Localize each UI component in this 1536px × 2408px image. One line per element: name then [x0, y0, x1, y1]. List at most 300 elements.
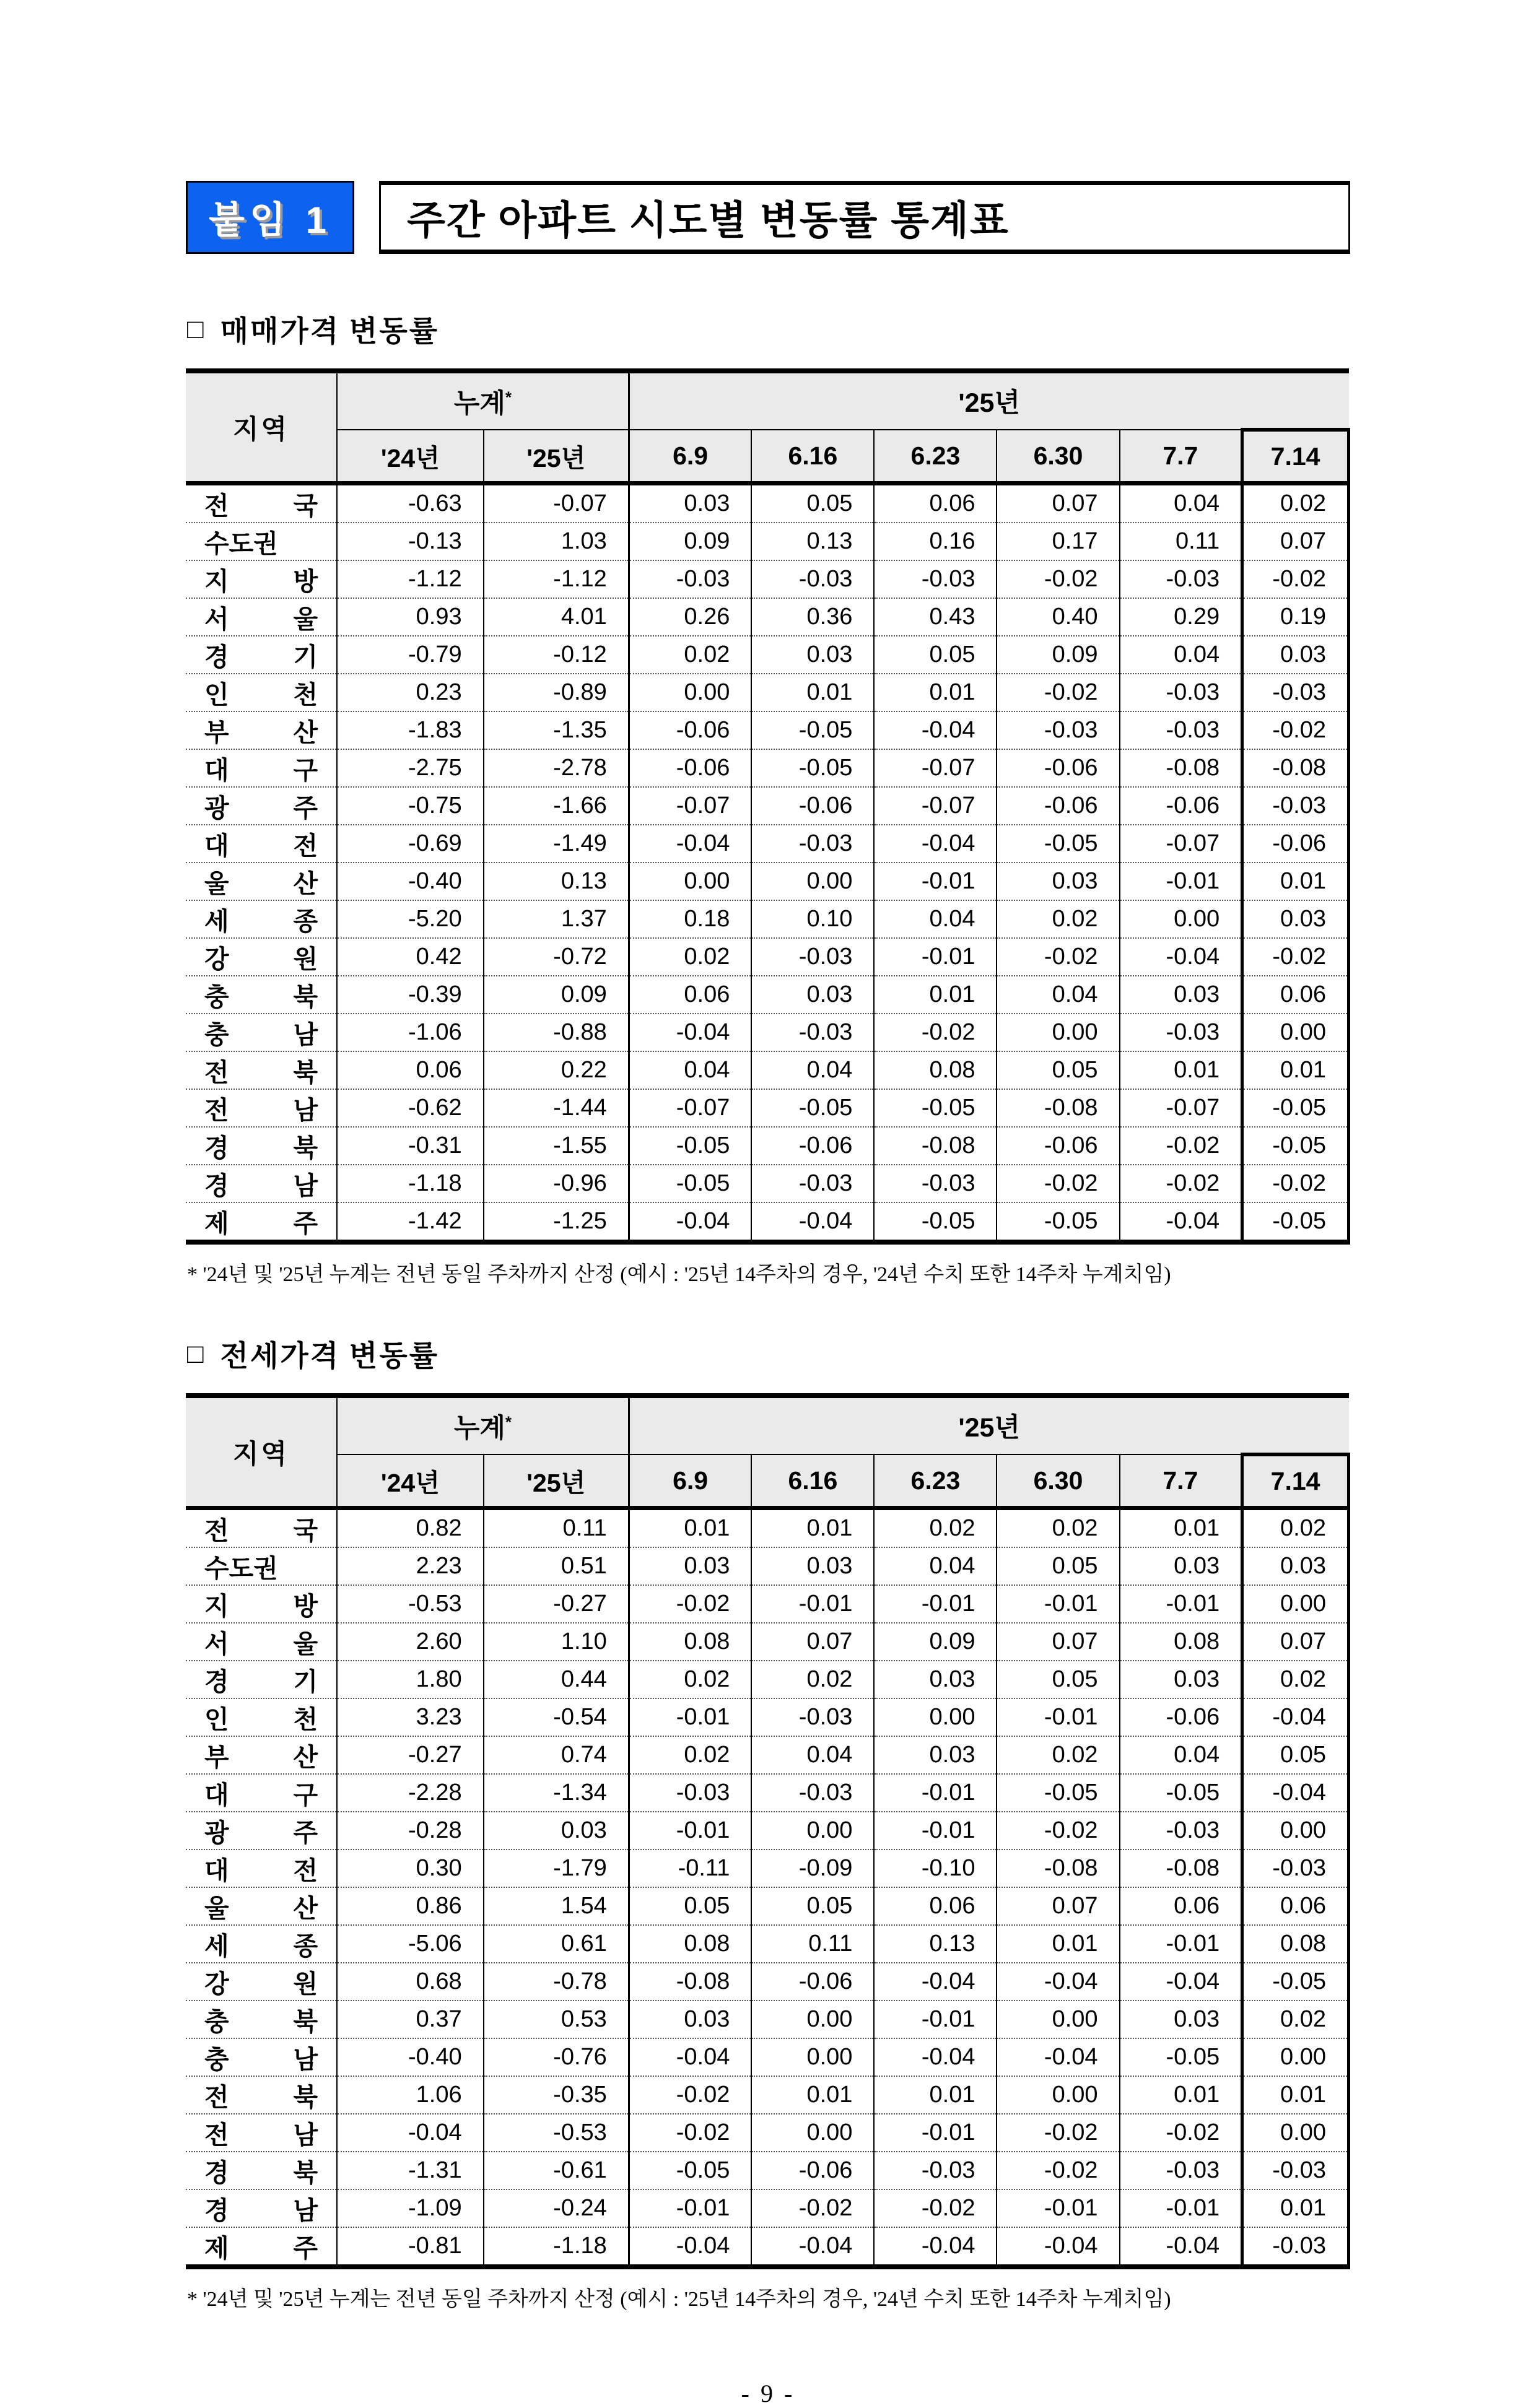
column-header-week: 6.30: [997, 430, 1119, 484]
value-cell: 0.04: [1120, 484, 1242, 523]
region-label: 인 천: [186, 1698, 337, 1736]
value-cell: -0.07: [484, 484, 629, 523]
column-header-week: 6.23: [874, 430, 997, 484]
value-cell: 0.07: [997, 1887, 1119, 1925]
value-cell: -0.01: [874, 1585, 997, 1623]
column-header-week: 6.9: [629, 430, 751, 484]
region-label: 광 주: [186, 787, 337, 825]
latest-week-value-cell: 0.06: [1242, 1887, 1349, 1925]
value-cell: -0.08: [997, 1089, 1119, 1127]
region-label: 전 국: [204, 492, 318, 520]
value-cell: -0.04: [874, 825, 997, 863]
sale-price-table: [186, 368, 1350, 1245]
value-cell: -0.02: [997, 1165, 1119, 1202]
value-cell: -0.01: [997, 1585, 1119, 1623]
value-cell: -0.01: [874, 863, 997, 900]
value-cell: -1.25: [484, 1202, 629, 1242]
region-label: 전 남: [186, 2114, 337, 2152]
value-cell: -0.02: [997, 674, 1119, 711]
value-cell: -0.11: [629, 1849, 751, 1887]
value-cell: -0.03: [874, 2152, 997, 2189]
value-cell: -0.05: [751, 1089, 874, 1127]
value-cell: -1.31: [337, 2152, 484, 2189]
latest-week-value-cell: 0.01: [1242, 1051, 1349, 1089]
value-cell: 0.03: [874, 1736, 997, 1774]
value-cell: -0.04: [1120, 2227, 1242, 2267]
value-cell: 0.30: [337, 1849, 484, 1887]
value-cell: 0.26: [629, 598, 751, 636]
value-cell: -1.09: [337, 2189, 484, 2227]
value-cell: 2.60: [337, 1623, 484, 1661]
value-cell: -0.06: [751, 1127, 874, 1165]
table-row: [186, 1547, 1349, 1585]
value-cell: -0.03: [1120, 1014, 1242, 1051]
latest-week-value-cell: -0.02: [1242, 711, 1349, 749]
value-cell: -2.28: [337, 1774, 484, 1812]
value-cell: -0.03: [1120, 2152, 1242, 2189]
column-header-region: 지역: [186, 371, 337, 484]
value-cell: -0.04: [874, 1963, 997, 2001]
value-cell: 0.51: [484, 1547, 629, 1585]
section-title-text: 전세가격 변동률: [220, 1341, 440, 1373]
region-label: 전 국: [204, 1516, 318, 1545]
latest-week-value-cell: 0.00: [1242, 2114, 1349, 2152]
table-row: [186, 1623, 1349, 1661]
region-label: 전 남: [186, 1089, 337, 1127]
region-label: 제 주: [186, 2227, 337, 2267]
value-cell: 0.00: [751, 2001, 874, 2038]
value-cell: -0.04: [997, 1963, 1119, 2001]
value-cell: 1.03: [484, 523, 629, 560]
value-cell: 0.05: [874, 636, 997, 674]
table-row: [186, 787, 1349, 825]
value-cell: 1.10: [484, 1623, 629, 1661]
value-cell: -0.07: [1120, 1089, 1242, 1127]
region-label: 지 방: [186, 1585, 337, 1623]
value-cell: -0.08: [629, 1963, 751, 2001]
value-cell: -0.96: [484, 1165, 629, 1202]
value-cell: -0.02: [629, 1585, 751, 1623]
value-cell: -0.01: [1120, 863, 1242, 900]
latest-week-value-cell: 0.05: [1242, 1736, 1349, 1774]
value-cell: -0.05: [997, 1774, 1119, 1812]
value-cell: 0.01: [997, 1925, 1119, 1963]
cumulative-asterisk: *: [505, 388, 512, 407]
value-cell: -0.01: [874, 938, 997, 976]
region-label: 대 구: [186, 749, 337, 787]
value-cell: 0.02: [629, 1736, 751, 1774]
value-cell: 0.04: [751, 1736, 874, 1774]
table-row: [186, 1698, 1349, 1736]
value-cell: -1.12: [337, 560, 484, 598]
value-cell: 0.01: [874, 2076, 997, 2114]
table-row: [186, 1014, 1349, 1051]
latest-week-value-cell: -0.02: [1242, 938, 1349, 976]
value-cell: 0.01: [629, 1508, 751, 1548]
region-label: 충 북: [186, 976, 337, 1014]
value-cell: 0.13: [484, 863, 629, 900]
value-cell: 0.02: [751, 1661, 874, 1698]
region-label: 강 원: [186, 938, 337, 976]
region-label: 세 종: [186, 900, 337, 938]
value-cell: -0.02: [997, 938, 1119, 976]
value-cell: -0.35: [484, 2076, 629, 2114]
value-cell: 0.05: [997, 1661, 1119, 1698]
value-cell: -0.05: [629, 1165, 751, 1202]
value-cell: -0.05: [1120, 2038, 1242, 2076]
column-header-24: '24년: [337, 1454, 484, 1508]
value-cell: 0.06: [629, 976, 751, 1014]
value-cell: 0.16: [874, 523, 997, 560]
value-cell: -0.03: [751, 825, 874, 863]
value-cell: -2.78: [484, 749, 629, 787]
value-cell: -0.01: [629, 2189, 751, 2227]
latest-week-value-cell: -0.02: [1242, 1165, 1349, 1202]
latest-week-value-cell: 0.08: [1242, 1925, 1349, 1963]
value-cell: -0.01: [997, 2189, 1119, 2227]
table-row: [186, 825, 1349, 863]
value-cell: -0.06: [751, 787, 874, 825]
table-row: [186, 1661, 1349, 1698]
latest-week-value-cell: 0.03: [1242, 1547, 1349, 1585]
value-cell: 0.01: [1120, 1508, 1242, 1548]
value-cell: -0.69: [337, 825, 484, 863]
value-cell: -0.62: [337, 1089, 484, 1127]
value-cell: 0.01: [1120, 1051, 1242, 1089]
value-cell: 4.01: [484, 598, 629, 636]
latest-week-value-cell: 0.02: [1242, 484, 1349, 523]
table-row: [186, 976, 1349, 1014]
value-cell: -1.34: [484, 1774, 629, 1812]
table-row: [186, 1774, 1349, 1812]
value-cell: -0.03: [1120, 1812, 1242, 1849]
value-cell: 0.08: [629, 1623, 751, 1661]
value-cell: -0.02: [629, 2114, 751, 2152]
value-cell: -0.81: [337, 2227, 484, 2267]
value-cell: -0.03: [874, 1165, 997, 1202]
value-cell: 0.03: [629, 484, 751, 523]
value-cell: 0.09: [484, 976, 629, 1014]
table-row: [186, 1887, 1349, 1925]
value-cell: 0.09: [629, 523, 751, 560]
table-row: [186, 1508, 1349, 1548]
value-cell: -0.03: [751, 1014, 874, 1051]
table-row: [186, 674, 1349, 711]
value-cell: 0.18: [629, 900, 751, 938]
section-title-jeonse: [187, 1333, 1350, 1375]
value-cell: -0.06: [1120, 1698, 1242, 1736]
table-row: [186, 2076, 1349, 2114]
latest-week-value-cell: 0.00: [1242, 2038, 1349, 2076]
region-label: 서 울: [186, 598, 337, 636]
value-cell: -0.04: [337, 2114, 484, 2152]
value-cell: 0.42: [337, 938, 484, 976]
value-cell: 0.37: [337, 2001, 484, 2038]
value-cell: -0.02: [997, 1812, 1119, 1849]
cumulative-asterisk: *: [505, 1412, 512, 1432]
value-cell: 0.00: [997, 2076, 1119, 2114]
value-cell: 0.08: [874, 1051, 997, 1089]
value-cell: -0.04: [1120, 938, 1242, 976]
column-header-region: 지역: [186, 1396, 337, 1508]
value-cell: -0.13: [337, 523, 484, 560]
value-cell: 0.44: [484, 1661, 629, 1698]
value-cell: 0.40: [997, 598, 1119, 636]
value-cell: 0.03: [997, 863, 1119, 900]
table-row: [186, 863, 1349, 900]
value-cell: 0.02: [629, 636, 751, 674]
value-cell: -0.03: [874, 560, 997, 598]
value-cell: -0.88: [484, 1014, 629, 1051]
latest-week-value-cell: 0.01: [1242, 2076, 1349, 2114]
value-cell: -0.03: [751, 1774, 874, 1812]
value-cell: 0.43: [874, 598, 997, 636]
value-cell: 0.00: [751, 2114, 874, 2152]
value-cell: 1.37: [484, 900, 629, 938]
value-cell: -1.06: [337, 1014, 484, 1051]
value-cell: -1.35: [484, 711, 629, 749]
value-cell: 0.01: [751, 2076, 874, 2114]
value-cell: -0.40: [337, 863, 484, 900]
table-row: [186, 1812, 1349, 1849]
region-label: 울 산: [186, 1887, 337, 1925]
value-cell: -1.44: [484, 1089, 629, 1127]
value-cell: 0.74: [484, 1736, 629, 1774]
table-row: [186, 711, 1349, 749]
latest-week-value-cell: 0.00: [1242, 1014, 1349, 1051]
value-cell: -0.03: [1120, 674, 1242, 711]
value-cell: -0.01: [629, 1812, 751, 1849]
region-label: 강 원: [186, 1963, 337, 2001]
value-cell: 0.01: [751, 1508, 874, 1548]
value-cell: -0.04: [874, 2038, 997, 2076]
value-cell: 0.00: [997, 1014, 1119, 1051]
value-cell: -0.05: [874, 1089, 997, 1127]
value-cell: 0.03: [629, 1547, 751, 1585]
value-cell: 0.02: [629, 1661, 751, 1698]
value-cell: 0.03: [751, 636, 874, 674]
table-row: [186, 1127, 1349, 1165]
latest-week-value-cell: -0.02: [1242, 560, 1349, 598]
column-group-cumulative: [337, 1396, 629, 1454]
value-cell: -0.05: [629, 1127, 751, 1165]
value-cell: 0.08: [629, 1925, 751, 1963]
value-cell: -1.55: [484, 1127, 629, 1165]
value-cell: -0.01: [1120, 1925, 1242, 1963]
latest-week-value-cell: -0.05: [1242, 1963, 1349, 2001]
latest-week-value-cell: -0.03: [1242, 674, 1349, 711]
region-label: 울 산: [186, 863, 337, 900]
latest-week-value-cell: 0.03: [1242, 900, 1349, 938]
value-cell: -0.04: [1120, 1202, 1242, 1242]
value-cell: 1.06: [337, 2076, 484, 2114]
table-row: [186, 900, 1349, 938]
value-cell: 0.09: [874, 1623, 997, 1661]
value-cell: 0.61: [484, 1925, 629, 1963]
value-cell: -0.09: [751, 1849, 874, 1887]
value-cell: -1.12: [484, 560, 629, 598]
value-cell: -0.03: [629, 1774, 751, 1812]
value-cell: -0.02: [1120, 2114, 1242, 2152]
value-cell: -1.79: [484, 1849, 629, 1887]
value-cell: 0.04: [874, 900, 997, 938]
value-cell: -0.07: [874, 787, 997, 825]
value-cell: 0.22: [484, 1051, 629, 1089]
value-cell: 0.11: [484, 1508, 629, 1548]
region-label: 경 북: [186, 1127, 337, 1165]
value-cell: -0.01: [874, 2114, 997, 2152]
value-cell: 0.00: [874, 1698, 997, 1736]
value-cell: -0.01: [874, 1774, 997, 1812]
value-cell: 0.03: [1120, 2001, 1242, 2038]
column-header-25: '25년: [484, 1454, 629, 1508]
value-cell: 0.04: [751, 1051, 874, 1089]
value-cell: -0.07: [629, 787, 751, 825]
region-label: 제 주: [186, 1202, 337, 1242]
table-row: [186, 938, 1349, 976]
value-cell: -0.02: [1120, 1165, 1242, 1202]
region-label: 충 북: [186, 2001, 337, 2038]
value-cell: -0.06: [629, 711, 751, 749]
value-cell: 0.23: [337, 674, 484, 711]
column-header-week: 6.16: [751, 430, 874, 484]
column-header-week: 6.23: [874, 1454, 997, 1508]
table-row: [186, 1089, 1349, 1127]
value-cell: -0.02: [874, 2189, 997, 2227]
region-label: 지 방: [186, 560, 337, 598]
latest-week-value-cell: 0.07: [1242, 523, 1349, 560]
value-cell: -0.04: [629, 1202, 751, 1242]
table-row: [186, 749, 1349, 787]
value-cell: 0.00: [1120, 900, 1242, 938]
value-cell: 0.06: [874, 484, 997, 523]
value-cell: -0.05: [751, 749, 874, 787]
value-cell: -0.08: [1120, 749, 1242, 787]
column-header-week: 6.9: [629, 1454, 751, 1508]
jeonse-price-table-body: [186, 1508, 1349, 2267]
value-cell: 0.03: [629, 2001, 751, 2038]
region-label: 충 남: [186, 1014, 337, 1051]
table-row: [186, 1165, 1349, 1202]
region-label: 수도권: [186, 523, 337, 560]
column-header-24: '24년: [337, 430, 484, 484]
value-cell: -0.02: [997, 2114, 1119, 2152]
attachment-badge: 붙임 1: [186, 181, 354, 254]
value-cell: 0.06: [337, 1051, 484, 1089]
value-cell: -0.07: [1120, 825, 1242, 863]
value-cell: 0.07: [751, 1623, 874, 1661]
value-cell: -0.06: [997, 787, 1119, 825]
table-footnote: * '24년 및 '25년 누계는 전년 동일 주차까지 산정 (예시 : '25년 14주차의 경우, '24년 수치 또한 14주차 누계치임): [187, 2288, 1171, 2311]
value-cell: 0.13: [751, 523, 874, 560]
value-cell: 0.06: [874, 1887, 997, 1925]
value-cell: -0.72: [484, 938, 629, 976]
column-header-week: 7.7: [1120, 1454, 1242, 1508]
value-cell: 0.53: [484, 2001, 629, 2038]
value-cell: -0.08: [997, 1849, 1119, 1887]
value-cell: -0.01: [874, 1812, 997, 1849]
value-cell: -0.75: [337, 787, 484, 825]
value-cell: -0.04: [751, 1202, 874, 1242]
value-cell: -0.02: [997, 560, 1119, 598]
value-cell: 0.11: [751, 1925, 874, 1963]
value-cell: 0.17: [997, 523, 1119, 560]
value-cell: 0.07: [997, 484, 1119, 523]
value-cell: -0.02: [997, 2152, 1119, 2189]
latest-week-value-cell: -0.03: [1242, 2152, 1349, 2189]
value-cell: 0.06: [1120, 1887, 1242, 1925]
latest-week-value-cell: -0.05: [1242, 1127, 1349, 1165]
value-cell: -0.04: [629, 2038, 751, 2076]
value-cell: -0.05: [997, 825, 1119, 863]
value-cell: -0.01: [874, 2001, 997, 2038]
table-row: [186, 523, 1349, 560]
latest-week-value-cell: 0.06: [1242, 976, 1349, 1014]
value-cell: -0.12: [484, 636, 629, 674]
region-label: 대 구: [186, 1774, 337, 1812]
table-row: [186, 598, 1349, 636]
value-cell: 0.02: [874, 1508, 997, 1548]
value-cell: -0.03: [1120, 560, 1242, 598]
value-cell: -0.06: [1120, 787, 1242, 825]
document-header: [186, 181, 1350, 254]
value-cell: 0.03: [1120, 1661, 1242, 1698]
value-cell: -0.02: [874, 1014, 997, 1051]
value-cell: -0.78: [484, 1963, 629, 2001]
value-cell: -0.03: [751, 560, 874, 598]
region-label: 대 전: [186, 1849, 337, 1887]
value-cell: -0.05: [1120, 1774, 1242, 1812]
table-row: [186, 560, 1349, 598]
value-cell: -0.06: [997, 1127, 1119, 1165]
latest-week-value-cell: 0.00: [1242, 1585, 1349, 1623]
value-cell: -1.66: [484, 787, 629, 825]
value-cell: 0.04: [1120, 636, 1242, 674]
value-cell: -0.79: [337, 636, 484, 674]
table-row: [186, 2114, 1349, 2152]
value-cell: 0.29: [1120, 598, 1242, 636]
value-cell: -0.06: [751, 1963, 874, 2001]
table-row: [186, 2038, 1349, 2076]
value-cell: -0.40: [337, 2038, 484, 2076]
value-cell: -0.06: [629, 749, 751, 787]
table-row: [186, 1736, 1349, 1774]
latest-week-value-cell: -0.05: [1242, 1202, 1349, 1242]
value-cell: 0.82: [337, 1508, 484, 1548]
region-label: 경 기: [186, 636, 337, 674]
value-cell: 0.86: [337, 1887, 484, 1925]
table-row: [186, 1585, 1349, 1623]
value-cell: 0.05: [997, 1051, 1119, 1089]
table-row: [186, 2189, 1349, 2227]
value-cell: -0.04: [629, 825, 751, 863]
value-cell: 0.08: [1120, 1623, 1242, 1661]
value-cell: 0.03: [751, 1547, 874, 1585]
column-group-year25: '25년: [629, 371, 1348, 430]
value-cell: 0.05: [629, 1887, 751, 1925]
column-group-cumulative: [337, 371, 629, 430]
table-row: [186, 484, 1349, 523]
value-cell: -0.05: [751, 711, 874, 749]
region-label: 인 천: [186, 674, 337, 711]
value-cell: -0.01: [997, 1698, 1119, 1736]
value-cell: 1.80: [337, 1661, 484, 1698]
value-cell: -0.04: [629, 1014, 751, 1051]
region-label: 광 주: [186, 1812, 337, 1849]
value-cell: -1.83: [337, 711, 484, 749]
value-cell: -0.04: [874, 2227, 997, 2267]
latest-week-value-cell: -0.06: [1242, 825, 1349, 863]
